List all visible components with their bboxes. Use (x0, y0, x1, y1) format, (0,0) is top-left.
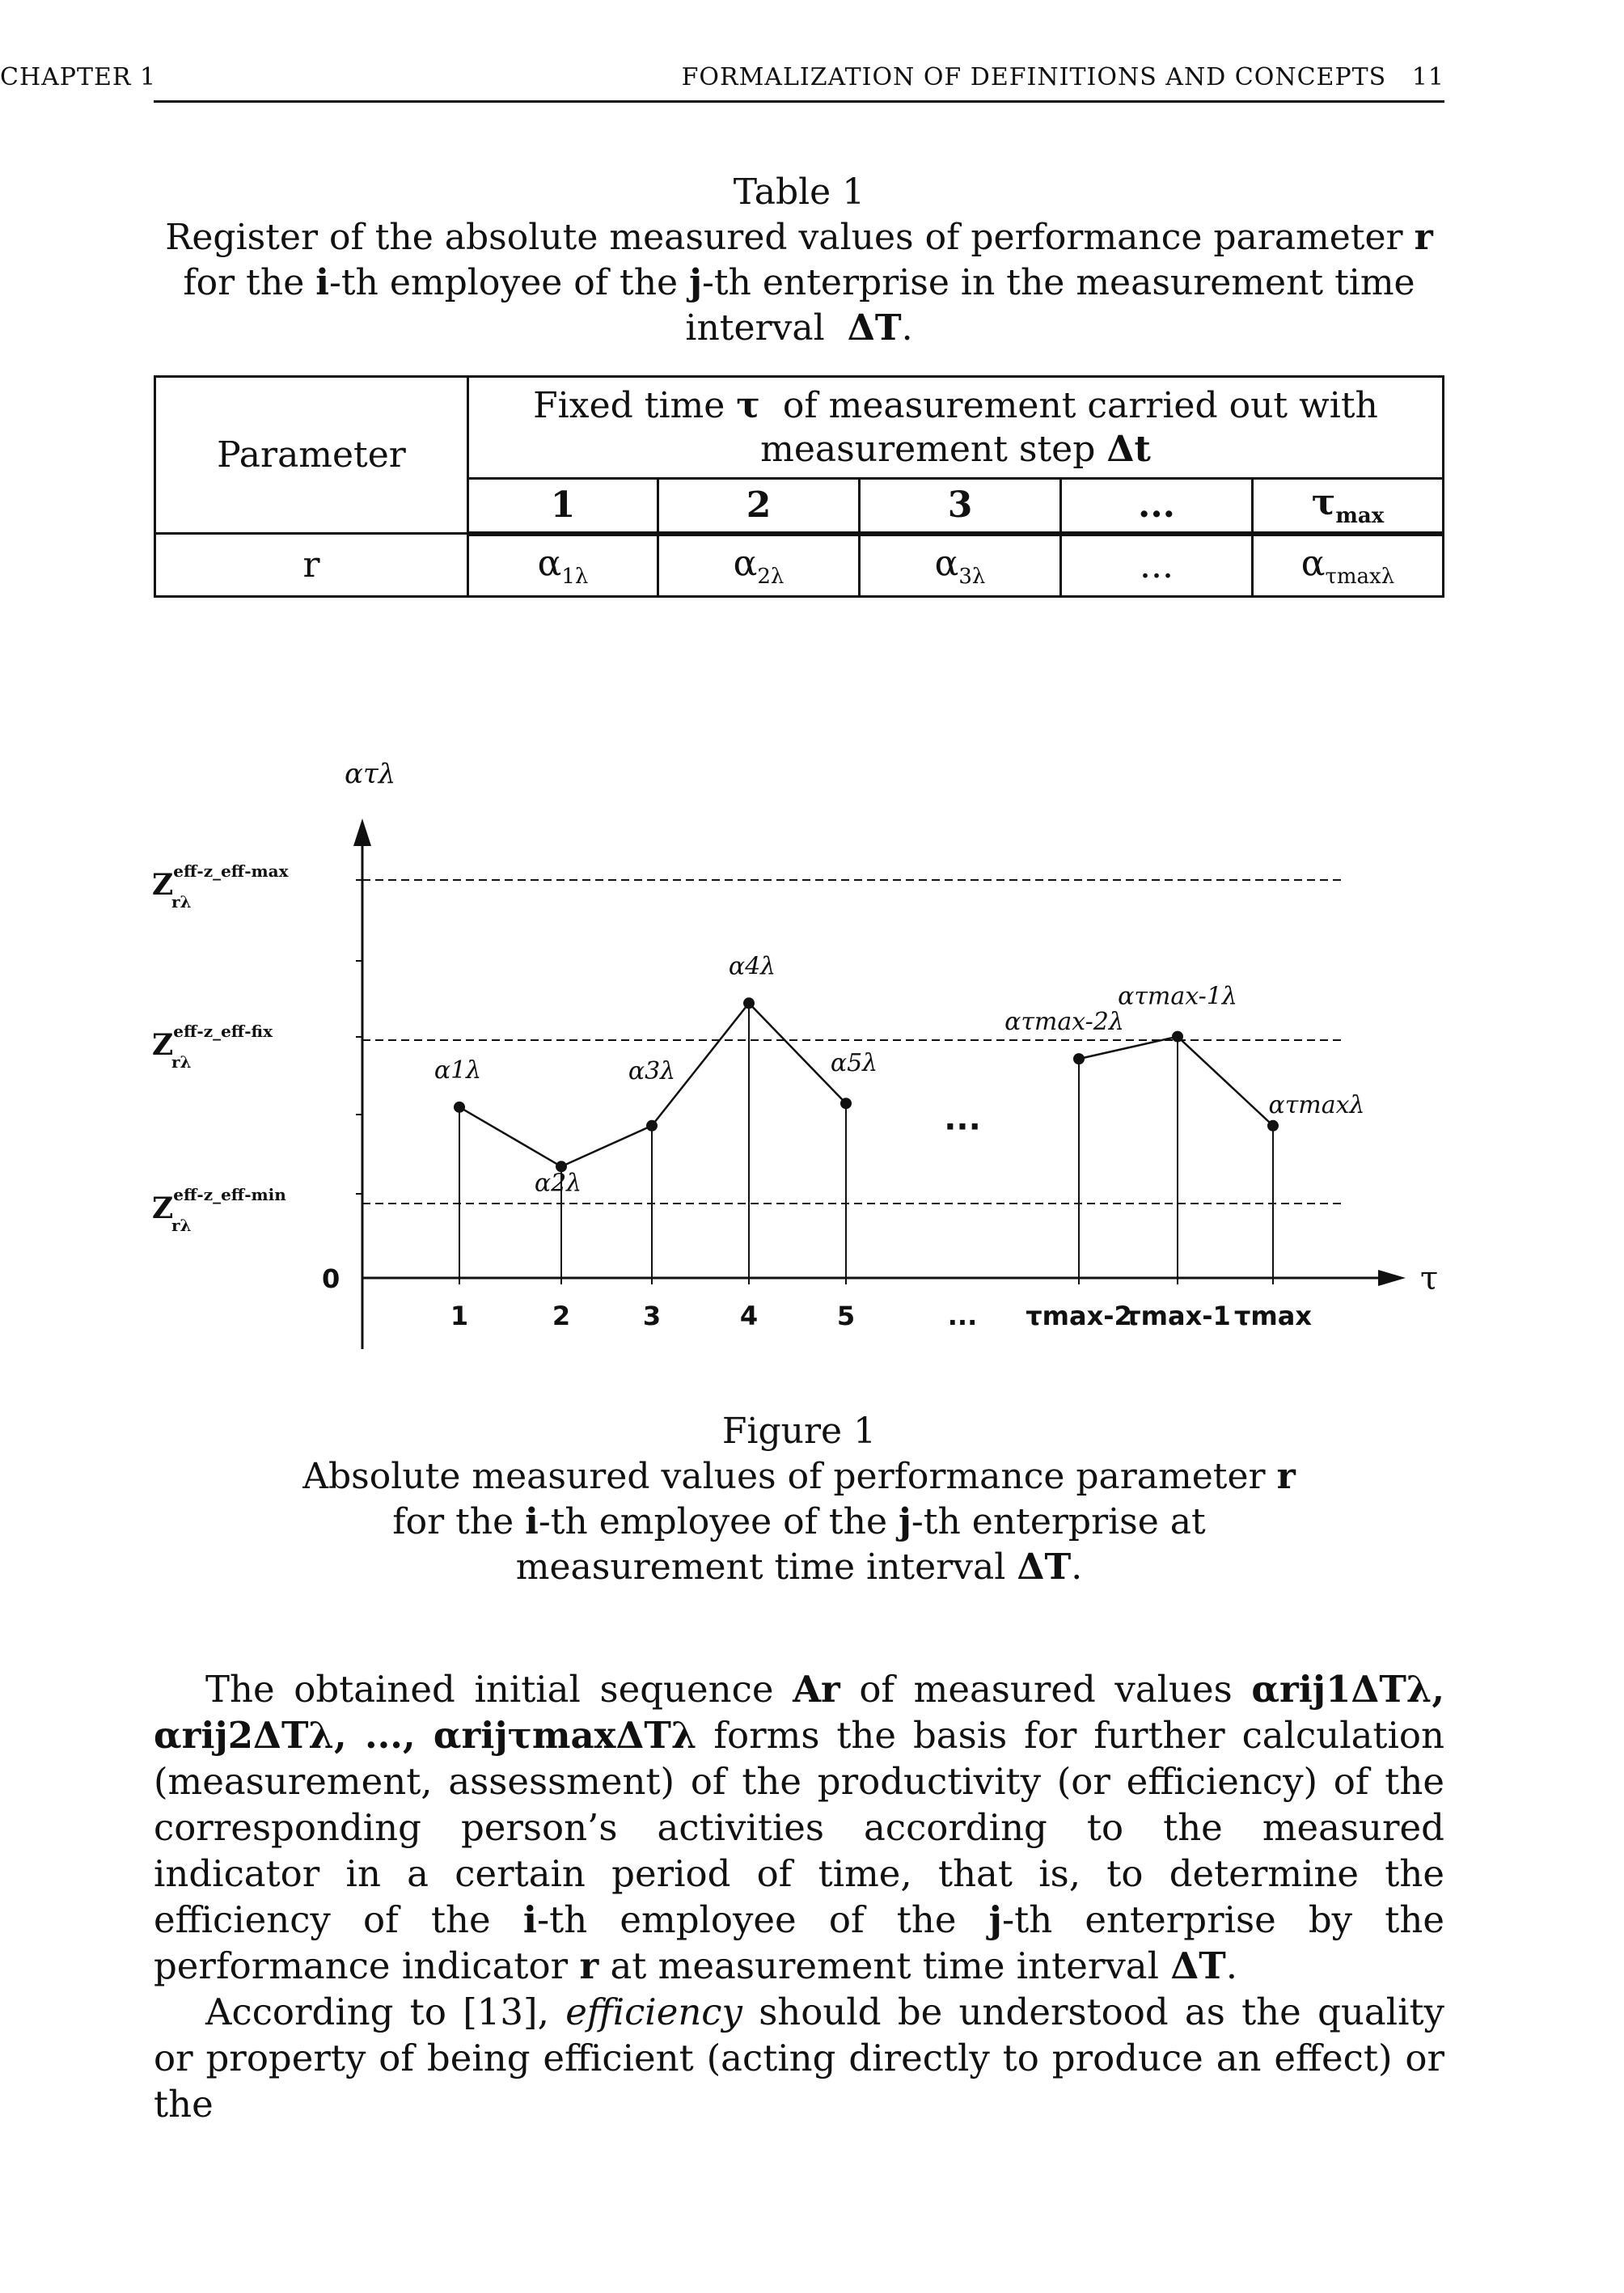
data-point-1-2 (1267, 1120, 1279, 1132)
group-header-cell: Fixed time τ of measurement carried out with measurement step Δt (468, 377, 1444, 479)
y-axis-arrow (353, 819, 371, 846)
cell-alpha-taumax: $\alpha_{\tau max\lambda}$ (1253, 534, 1444, 597)
y-axis-label: ατλ (345, 758, 396, 790)
point-label-0-3: α4λ (728, 952, 776, 981)
data-point-0-3 (743, 997, 755, 1009)
body-text (154, 1666, 1444, 2127)
col-header-taumax: $\tau_{max}$ (1253, 479, 1444, 534)
x-tick-label-2: 3 (642, 1301, 662, 1331)
series-line-1 (1079, 1037, 1273, 1126)
point-label-1-0: ατmax-2λ (1004, 1008, 1124, 1037)
y-tick-0: 0 (322, 1263, 340, 1294)
x-tick-label-7: τmax-1 (1124, 1301, 1231, 1331)
reference-label-2: $Z^{eff-z\_eff-min}$ rλ (152, 1185, 286, 1235)
x-tick-label-3: 4 (739, 1301, 759, 1331)
x-tick-label-5: ... (947, 1301, 978, 1331)
row-label-r: r (155, 534, 468, 597)
x-tick-label-1: 2 (552, 1301, 571, 1331)
data-point-0-0 (454, 1102, 465, 1113)
x-axis-arrow (1378, 1270, 1406, 1286)
data-point-0-4 (840, 1098, 852, 1109)
x-tick-label-6: τmax-2 (1026, 1301, 1132, 1331)
point-label-0-1: α2λ (534, 1169, 582, 1198)
data-point-1-1 (1172, 1031, 1183, 1043)
cell-alpha-2: $\alpha_{2\lambda}$ (658, 534, 860, 597)
col-header-3: 3 (860, 479, 1061, 534)
col-header-1: 1 (468, 479, 658, 534)
x-tick-label-4: 5 (836, 1301, 856, 1331)
point-label-1-2: ατmaxλ (1268, 1090, 1365, 1119)
table-label: Table 1 (733, 171, 865, 213)
param-header-cell: Parameter (155, 377, 468, 534)
paragraph-1: The obtained initial sequence Ar of measured values αrij1ΔTλ, αrij2ΔTλ, ..., αrijτmaxΔTλ forms the basis for further calculation (measurement, assessment) of the productivity (or efficiency) of the corresponding person’s activities according to the measured indicator in a certain period of time, that is, to determine the efficiency of the i-th employee of the j-th enterprise by the performance indicator r at measurement time interval ΔT. (154, 1668, 1445, 1987)
figure-caption-text: Absolute measured values of performance parameter r for the i-th employee of the j-th enterprise at measurement time interval ΔT. (302, 1456, 1296, 1588)
reference-label-1: $Z^{eff-z\_eff-fix}$ rλ (152, 1022, 273, 1072)
paragraph-2: According to [13], efficiency should be understood as the quality or property of being efficient (acting directly to produce an effect) or the (154, 1991, 1444, 2126)
page-number: 11 (1411, 63, 1444, 91)
data-point-1-0 (1073, 1053, 1085, 1064)
figure-label: Figure 1 (721, 1411, 877, 1452)
data-point-0-2 (646, 1120, 658, 1132)
x-tick-label-0: 1 (450, 1301, 469, 1331)
x-tick-label-8: τmax (1234, 1301, 1312, 1331)
col-header-2: 2 (658, 479, 860, 534)
cell-alpha-1: $\alpha_{1\lambda}$ (468, 534, 658, 597)
x-axis-label: τ (1420, 1260, 1439, 1297)
cell-ellipsis: ... (1061, 534, 1253, 597)
point-label-0-4: α5λ (830, 1049, 878, 1078)
chart-ellipsis: ... (944, 1100, 981, 1138)
point-label-0-2: α3λ (628, 1056, 676, 1085)
cell-alpha-3: $\alpha_{3\lambda}$ (860, 534, 1061, 597)
section-title: FORMALIZATION OF DEFINITIONS AND CONCEPTS (681, 63, 1387, 91)
point-label-0-0: α1λ (433, 1056, 482, 1085)
figure-caption (154, 1409, 1444, 1590)
col-header-ellipsis: ... (1061, 479, 1253, 534)
chapter-header: CHAPTER 1 (0, 63, 157, 91)
point-label-1-1: ατmax-1λ (1118, 982, 1237, 1011)
reference-label-0: $Z^{eff-z\_eff-max}$ rλ (152, 861, 289, 912)
table-caption-text: Register of the absolute measured values of performance parameter r for the i-th employee of the j-th enterprise in the measurement time interval ΔT. (165, 217, 1433, 349)
